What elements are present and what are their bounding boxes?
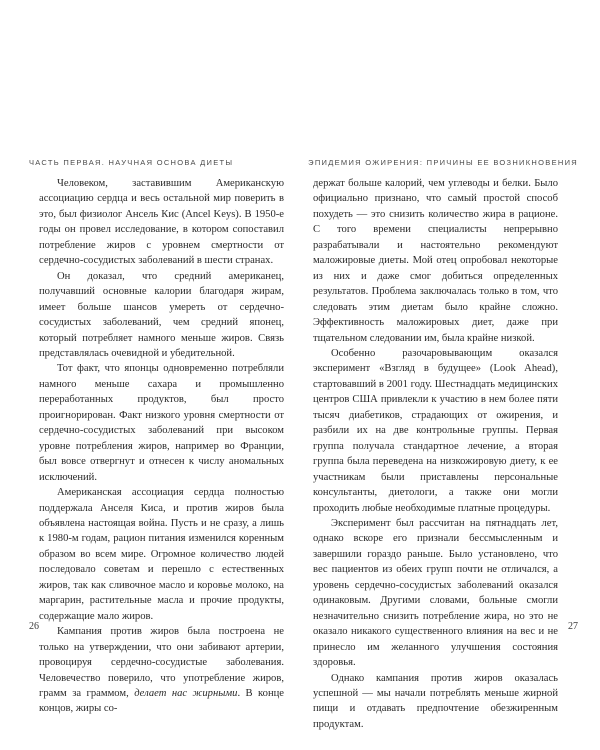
paragraph-text: Кампания против жиров была построена не только на утверждении, что они забивают артерии, провоцируя сердечно-сосудистые заболевания. Человечество поверило, что употребление жиров, грамм за граммом, [39, 626, 284, 699]
page-number-left: 26 [29, 621, 39, 632]
paragraph: Эксперимент был рассчитан на пятнадцать лет, однако вскоре его признали бессмысленным и завершили гораздо раньше. Было установлено, что вес пациентов из обеих групп почти не отличался, а уровень сердечно-сосудистых заболеваний оказался одинаковым. Другими словами, больные смогли незначительно снизить потребление жира, но это не оказало никакого существенного влияния на вес и не принесло им желанного улучшения состояния здоровья. [313, 517, 558, 669]
running-head-right: ЭПИДЕМИЯ ОЖИРЕНИЯ: ПРИЧИНЫ ЕЕ ВОЗНИКНОВЕНИЯ [308, 158, 578, 167]
page-number-right: 27 [568, 621, 578, 632]
paragraph [39, 624, 284, 717]
paragraph-text-end: . В конце концов, жиры со- [39, 687, 284, 715]
paragraph: Тот факт, что японцы одновременно потребляли намного меньше сахара и промышленно переработанных продуктов, был просто проигнорирован. Факт низкого уровня смертности от сердечно-сосудистых заболеваний при высоком уровне потребления жиров, например во Франции, был вовсе отвергнут и отнесен к числу аномальных исключений. [39, 363, 284, 483]
paragraph-continued: держат больше калорий, чем углеводы и белки. Было официально признано, что самый простой способ похудеть — это снизить количество жира в рационе. С того времени специалисты непрерывно разрабатывали и настоятельно рекомендуют маложировые диеты. Мой отец опробовал некоторые из них и даже смог добиться определенных результатов. Проблема заключалась только в том, что следовать этим диетам было крайне сложно. Эффективность маложировых диет, даже при тщательном следовании им, была крайне низкой. [313, 178, 558, 344]
right-page-column [313, 176, 558, 732]
paragraph: Однако кампания против жиров оказалась успешной — мы начали потреблять меньше жирной пищи и отдавать предпочтение обезжиренным продуктам. [313, 672, 558, 730]
paragraph: Американская ассоциация сердца полностью поддержала Анселя Киса, и против жиров была объявлена настоящая война. Пусть и не сразу, а лишь к 1980-м годам, рацион питания изменился коренным образом во всем мире. Огромное количество людей последовало советам и перешло с естественных жиров, так как сливочное масло и коровье молоко, на маргарин, растительные масла и прочие продукты, содержащие мало жиров. [39, 487, 284, 622]
running-head-left: ЧАСТЬ ПЕРВАЯ. НАУЧНАЯ ОСНОВА ДИЕТЫ [29, 158, 234, 167]
paragraph: Особенно разочаровывающим оказался эксперимент «Взгляд в будущее» (Look Ahead), стартовавший в 2001 году. Шестнадцать медицинских центров США привлекли к участию в нем более пяти тысяч диабетиков, страдающих от ожирения, и разбили их на две контрольные группы. Первая группа получала стандартное лечение, а вторая группа была переведена на низкожировую диету, к ее участникам были приставлены персональные консультанты, диетологи, а также они могли проходить любые необходимые платные процедуры. [313, 347, 558, 514]
paragraph: Человеком, заставившим Американскую ассоциацию сердца и весь остальной мир поверить в это, был физиолог Ансель Кис (Ancel Keys). В 1950-е годы он провел исследование, в котором сопоставил потребление жиров с уровнем смертности от сердечно-сосудистых заболеваний в шести странах. [39, 178, 284, 267]
paragraph: Он доказал, что средний американец, получавший основные калории благодаря жирам, имеет больше шансов умереть от сердечно-сосудистых заболеваний, чем средний японец, который потребляет намного меньше жиров. Связь представлялась очевидной и убедительной. [39, 270, 284, 359]
emphasis-text: делает нас жирными [134, 687, 238, 699]
left-page-column [39, 176, 284, 717]
